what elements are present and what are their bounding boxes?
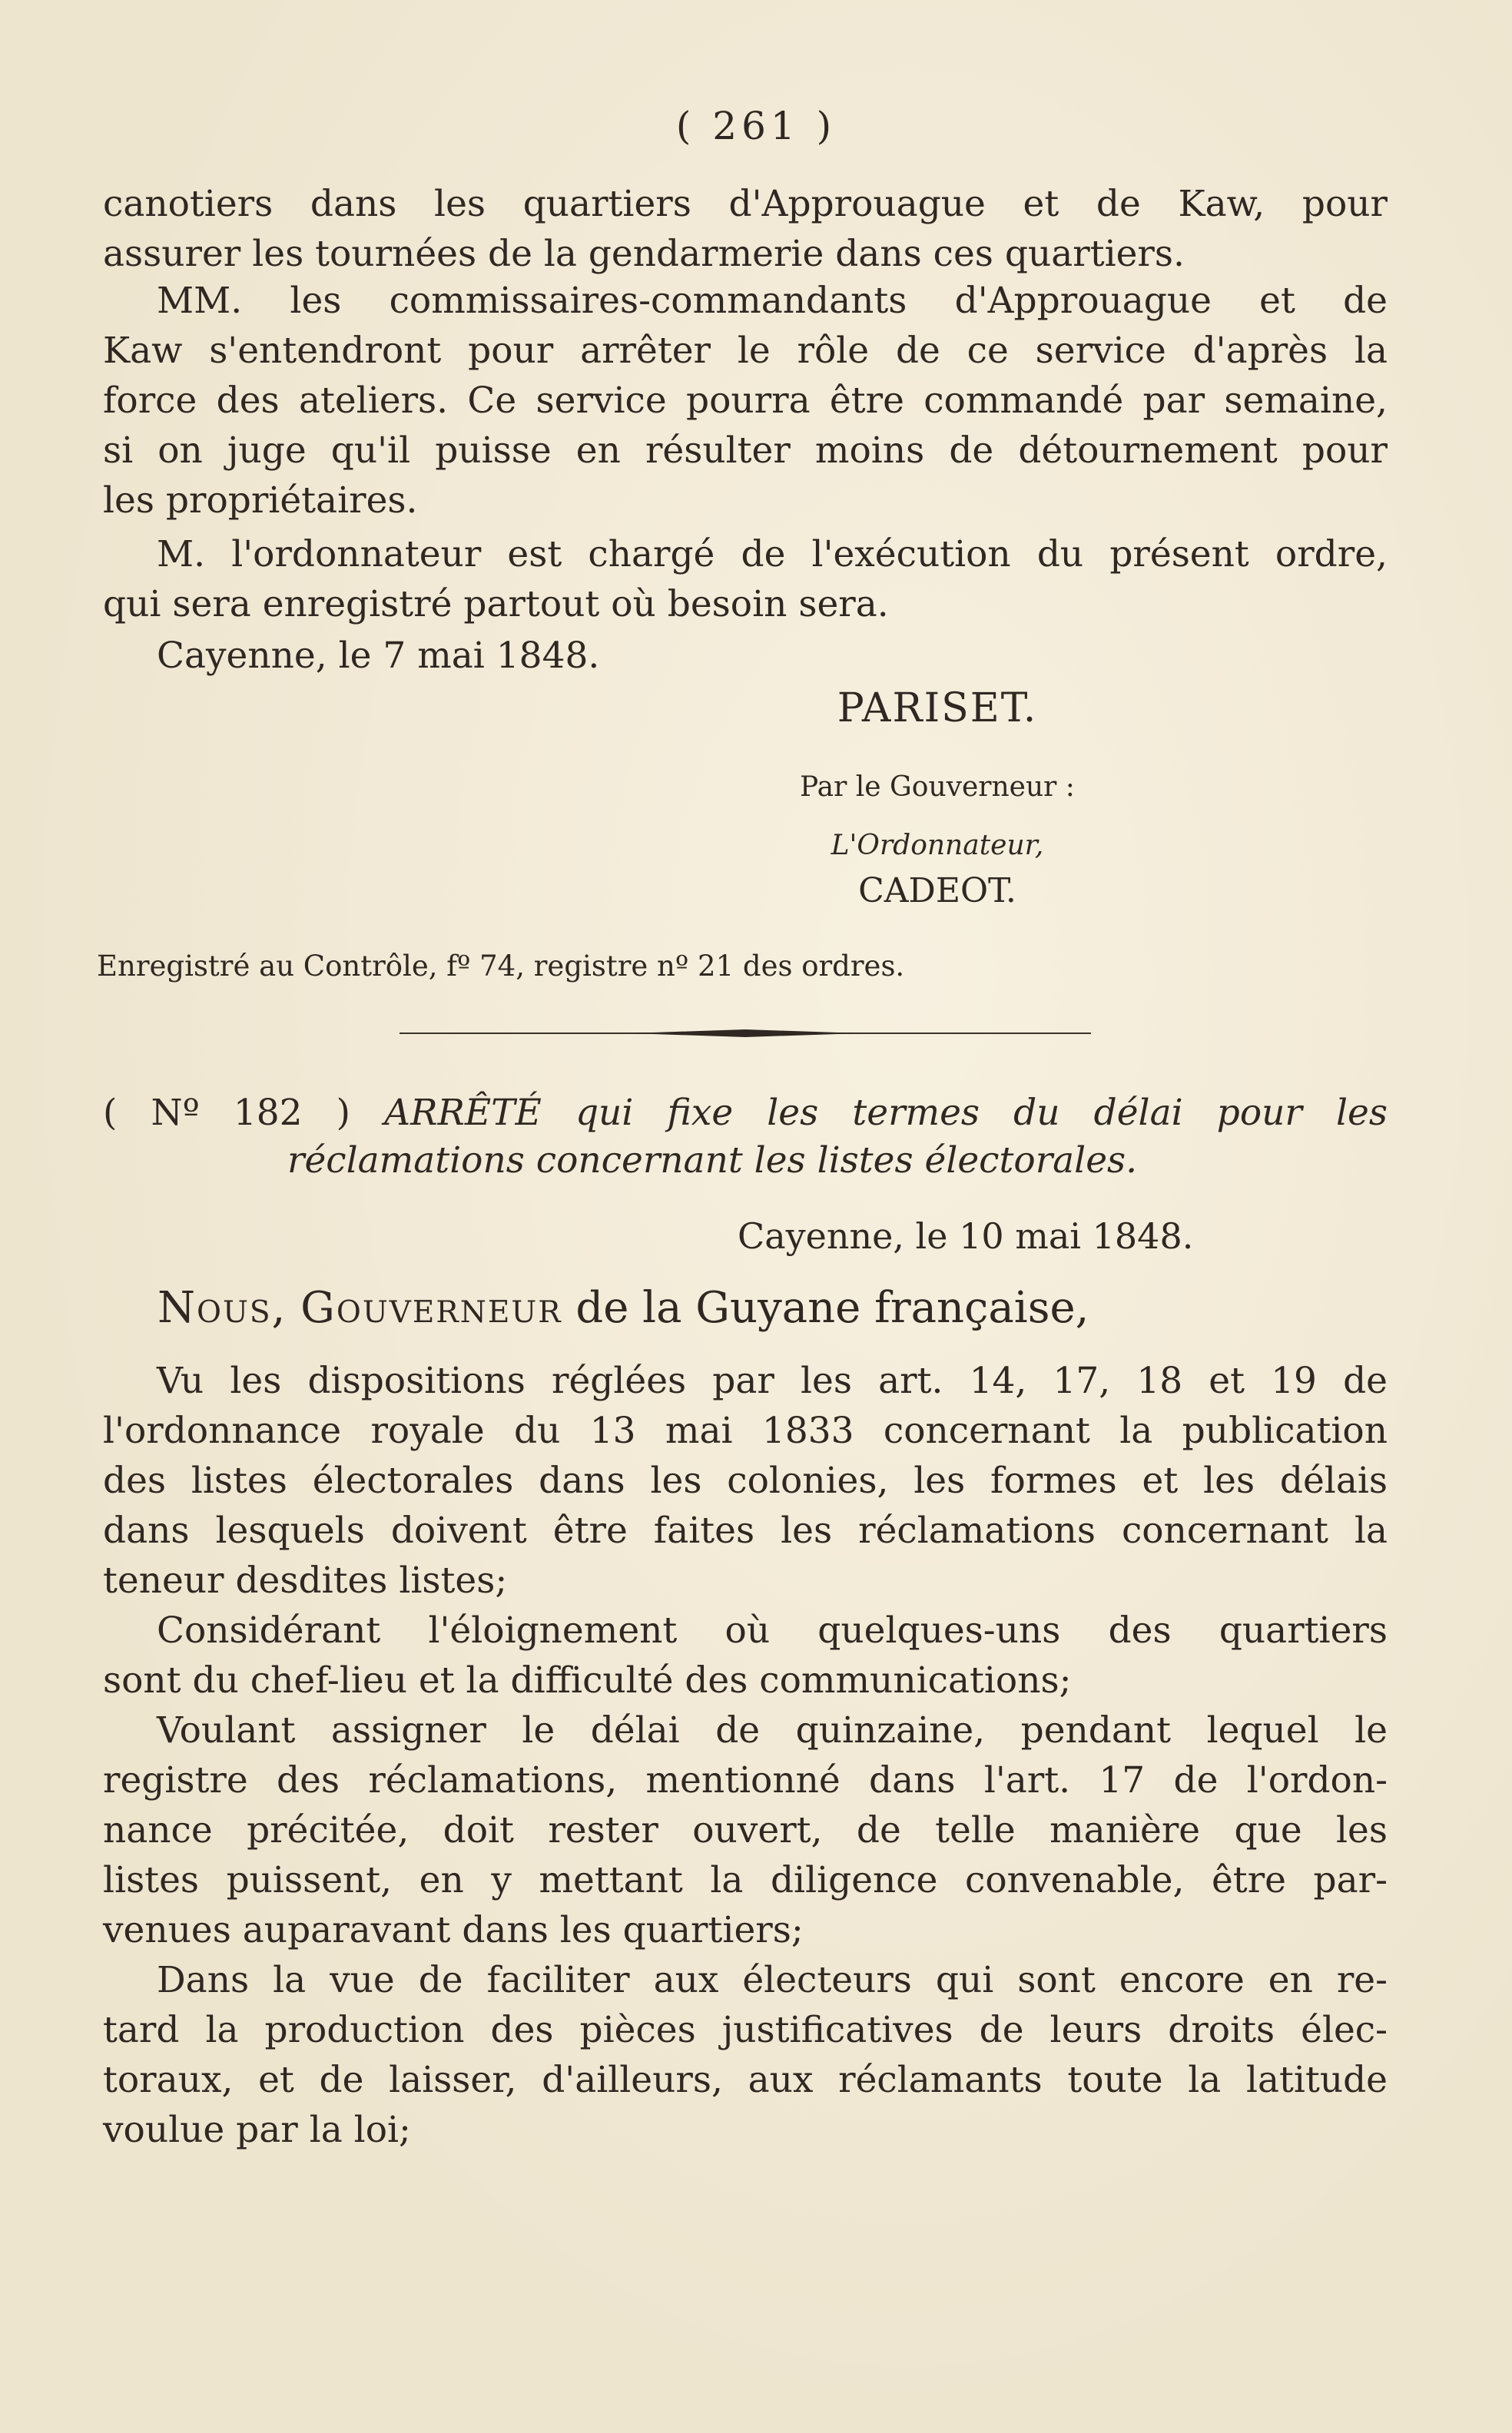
text-line: canotiers dans les quartiers d'Approuague et de Kaw, pour xyxy=(103,183,1388,225)
text-line: Dans la vue de faciliter aux électeurs qui sont encore en re- xyxy=(157,1959,1388,2001)
arrete-title-line1: ARRÊTÉ qui fixe les termes du délai pour les xyxy=(384,1092,1388,1134)
text-line: dans lesquels doivent être faites les réclamations concernant la xyxy=(103,1510,1388,1552)
text-line: Kaw s'entendront pour arrêter le rôle de ce service d'après la xyxy=(103,330,1388,372)
text-line: Voulant assigner le délai de quinzaine, pendant lequel le xyxy=(157,1709,1388,1752)
text-line: tard la production des pièces justificatives de leurs droits élec- xyxy=(103,2009,1388,2051)
arrete-heading-line xyxy=(103,1089,1388,1137)
text-line: force des ateliers. Ce service pourra être commandé par semaine, xyxy=(103,380,1388,422)
text-line: M. l'ordonnateur est chargé de l'exécution du présent ordre, xyxy=(157,533,1388,575)
text-line: MM. les commissaires-commandants d'Approuague et de xyxy=(157,280,1388,322)
text-line: des listes électorales dans les colonies, les formes et les délais xyxy=(103,1460,1388,1502)
text-line: sont du chef-lieu et la difficulté des communications; xyxy=(103,1659,1072,1702)
text-line: Vu les dispositions réglées par les art. 14, 17, 18 et 19 de xyxy=(157,1360,1388,1402)
text-line: venues auparavant dans les quartiers; xyxy=(103,1909,804,1951)
text-line: si on juge qu'il puisse en résulter moins de détournement pour xyxy=(103,429,1388,472)
place-date xyxy=(103,631,1388,681)
text-line: voulue par la loi; xyxy=(103,2109,411,2151)
arrete-date: Cayenne, le 10 mai 1848. xyxy=(738,1215,1194,1257)
ordonnateur-paragraph xyxy=(103,529,1388,629)
arrete-number: ( Nº 182 ) xyxy=(103,1092,350,1134)
ordonnateur-signature: CADEOT. xyxy=(858,871,1016,910)
arrete-title-line2: réclamations concernant les listes électorales. xyxy=(287,1139,1138,1182)
text-line: assurer les tournées de la gendarmerie dans ces quartiers. xyxy=(103,233,1185,275)
preamble xyxy=(158,1283,1233,1333)
consideration-vu xyxy=(103,1356,1388,1606)
preamble-gouverneur: Gouverneur xyxy=(300,1283,562,1333)
registration-note xyxy=(97,941,1381,991)
preamble-rest: de la Guyane française, xyxy=(575,1283,1089,1333)
commissaires-paragraph xyxy=(103,276,1388,525)
arrete-heading xyxy=(103,1089,1388,1185)
text-line: qui sera enregistré partout où besoin sera. xyxy=(103,583,889,625)
governor-signature: PARISET. xyxy=(837,685,1038,731)
page-number: ( 261 ) xyxy=(675,104,837,148)
text-line: registre des réclamations, mentionné dans l'art. 17 de l'ordon- xyxy=(103,1759,1388,1802)
section-divider xyxy=(400,1028,1091,1039)
consideration-voulant xyxy=(103,1705,1388,1955)
text-line: listes puissent, en y mettant la diligence convenable, être par- xyxy=(103,1859,1388,1901)
text-line: l'ordonnance royale du 13 mai 1833 concernant la publication xyxy=(103,1410,1388,1452)
place-date-text: Cayenne, le 7 mai 1848. xyxy=(157,635,600,677)
registration-note-text: Enregistré au Contrôle, fº 74, registre nº 21 des ordres. xyxy=(97,950,905,983)
text-line: teneur desdites listes; xyxy=(103,1560,508,1602)
by-line: Par le Gouverneur : xyxy=(800,771,1075,803)
text-line: Considérant l'éloignement où quelques-uns des quartiers xyxy=(157,1609,1388,1652)
top-paragraph xyxy=(103,179,1388,279)
text-line: les propriétaires. xyxy=(103,479,418,522)
text-line: toraux, et de laisser, d'ailleurs, aux réclamants toute la latitude xyxy=(103,2059,1388,2101)
preamble-nous: Nous, xyxy=(158,1283,287,1333)
consideration-dans-la-vue xyxy=(103,1955,1388,2155)
consideration-considerant xyxy=(103,1606,1388,1705)
ordonnateur-role: L'Ordonnateur, xyxy=(831,830,1044,861)
text-line: nance précitée, doit rester ouvert, de telle manière que les xyxy=(103,1809,1388,1851)
